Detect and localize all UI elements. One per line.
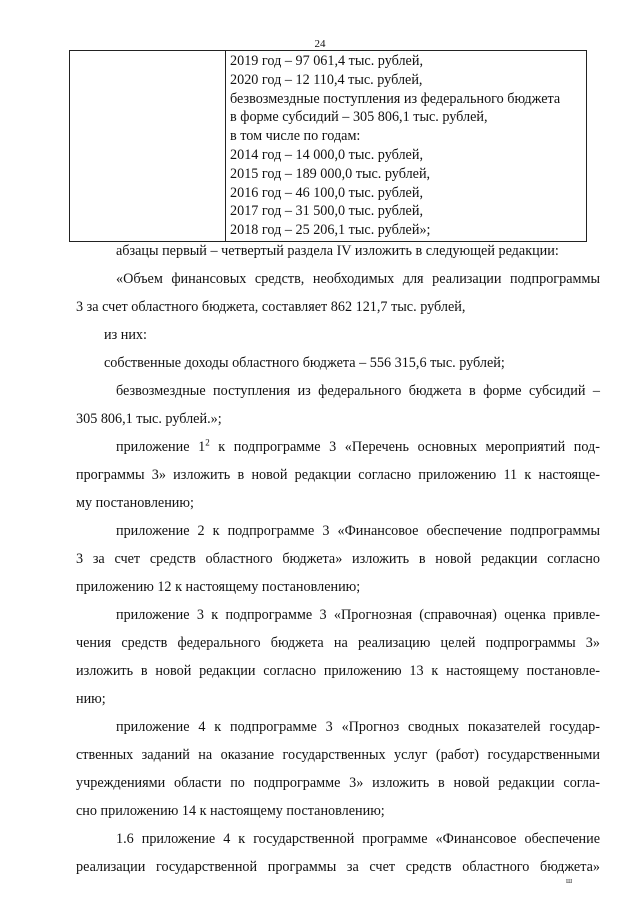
table-line: 2016 год – 46 100,0 тыс. рублей, <box>230 184 423 201</box>
paragraph-appendix-4-line3: учреждениями области по подпрограмме 3» изложить в новой редакции согла- <box>76 775 600 791</box>
page-number: 24 <box>314 38 326 50</box>
table-line: 2014 год – 14 000,0 тыс. рублей, <box>230 146 423 163</box>
paragraph-1-6-line1: 1.6 приложение 4 к государственной программе «Финансовое обеспечение <box>116 831 600 847</box>
paragraph-volume-line2: 3 за счет областного бюджета, составляет 862 121,7 тыс. рублей, <box>76 299 466 315</box>
table-line: 2017 год – 31 500,0 тыс. рублей, <box>230 203 423 220</box>
table-line: безвозмездные поступления из федерального бюджета <box>230 90 561 107</box>
paragraph-appendix-3-line3: изложить в новой редакции согласно приложению 13 к настоящему постановле- <box>76 663 600 679</box>
paragraph-appendix-2-line1: приложение 2 к подпрограмме 3 «Финансовое обеспечение подпрограммы <box>116 523 600 539</box>
paragraph-volume-line1: «Объем финансовых средств, необходимых для реализации подпрограммы <box>116 271 600 287</box>
paragraph-own-income: собственные доходы областного бюджета – 556 315,6 тыс. рублей; <box>104 355 505 371</box>
paragraph-1-6-line2: реализации государственной программы за счет средств областного бюджета» <box>76 859 600 875</box>
appendix-1-text-rest: к подпрограмме 3 «Перечень основных мероприятий под- <box>209 439 600 455</box>
paragraph-subsidies-line2: 305 806,1 тыс. рублей.»; <box>76 411 222 427</box>
table-line: 2015 год – 189 000,0 тыс. рублей, <box>230 165 431 182</box>
paragraph-appendix-4-line2: ственных заданий на оказание государственных услуг (работ) государственными <box>76 747 600 763</box>
table-line: 2019 год – 97 061,4 тыс. рублей, <box>230 53 423 69</box>
appendix-1-text: приложение 1 <box>116 439 206 455</box>
document-body <box>76 237 600 881</box>
table-line: в том числе по годам: <box>230 128 361 145</box>
scan-mark: ш <box>566 876 573 885</box>
funding-table <box>69 50 587 242</box>
paragraph-appendix-3-line2: чения средств федерального бюджета на реализацию целей подпрограммы 3» <box>76 635 600 651</box>
table-line: в форме субсидий – 305 806,1 тыс. рублей, <box>230 109 488 126</box>
paragraph-sections-amend: абзацы первый – четвертый раздела IV изложить в следующей редакции: <box>116 243 559 259</box>
paragraph-appendix-3-line1: приложение 3 к подпрограмме 3 «Прогнозная (справочная) оценка привле- <box>116 607 600 623</box>
table-line: 2020 год – 12 110,4 тыс. рублей, <box>230 71 423 88</box>
paragraph-appendix-1-2-line1 <box>76 433 600 461</box>
paragraph-appendix-3-line4: нию; <box>76 691 106 707</box>
paragraph-appendix-1-2-line3: му постановлению; <box>76 495 194 511</box>
paragraph-subsidies-line1: безвозмездные поступления из федерального бюджета в форме субсидий – <box>116 383 600 399</box>
table-left-cell <box>70 51 226 242</box>
appendix-1-superscript: 2 <box>205 437 210 448</box>
table-line: 2018 год – 25 206,1 тыс. рублей»; <box>230 222 431 239</box>
paragraph-appendix-2-line2: 3 за счет средств областного бюджета» изложить в новой редакции согласно <box>76 551 600 567</box>
paragraph-of-them: из них: <box>104 327 147 343</box>
paragraph-appendix-1-2-line2: программы 3» изложить в новой редакции согласно приложению 11 к настояще- <box>76 467 600 483</box>
paragraph-appendix-2-line3: приложению 12 к настоящему постановлению; <box>76 579 361 595</box>
paragraph-appendix-4-line4: сно приложению 14 к настоящему постановлению; <box>76 803 385 819</box>
table-right-cell <box>226 51 587 242</box>
paragraph-appendix-4-line1: приложение 4 к подпрограмме 3 «Прогноз сводных показателей государ- <box>116 719 600 735</box>
